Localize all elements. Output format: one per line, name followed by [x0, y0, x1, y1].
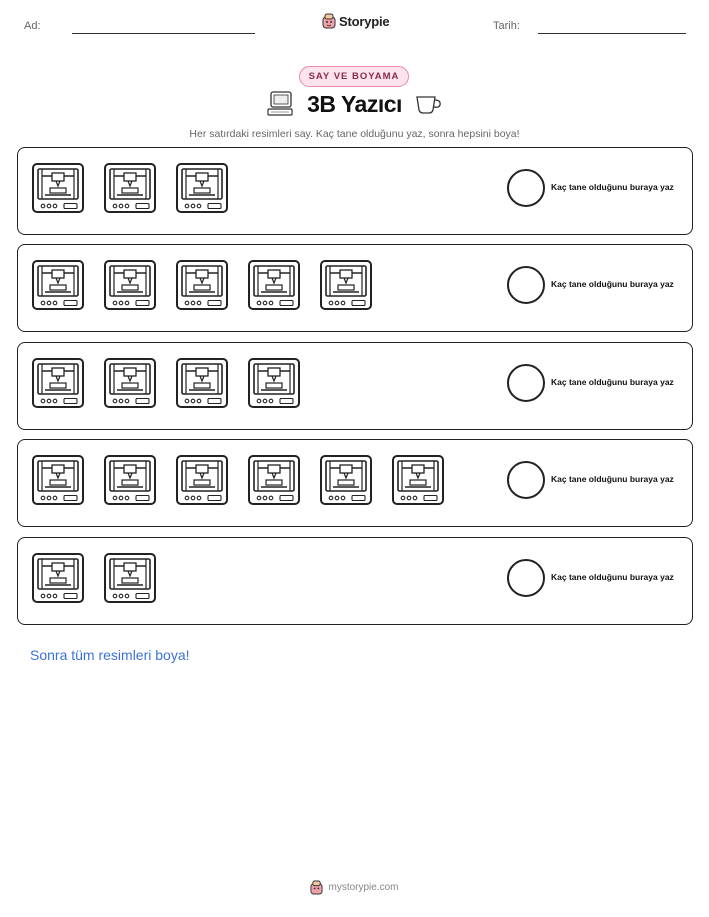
name-field[interactable] [72, 33, 255, 34]
3d-printer-icon[interactable] [174, 160, 230, 216]
3d-printer-icon[interactable] [30, 452, 86, 508]
cup-icon [414, 93, 444, 115]
3d-printer-icon[interactable] [102, 452, 158, 508]
picture-group [30, 355, 302, 411]
footer-note: Sonra tüm resimleri boya! [30, 647, 190, 663]
storypie-mascot-icon [310, 880, 323, 895]
3d-printer-icon[interactable] [390, 452, 446, 508]
answer-circle[interactable] [507, 559, 545, 597]
answer-circle[interactable] [507, 364, 545, 402]
answer-label: Kaç tane olduğunu buraya yaz [551, 572, 674, 582]
3d-printer-icon[interactable] [246, 355, 302, 411]
storypie-mascot-icon [322, 13, 336, 29]
name-label: Ad: [24, 20, 41, 32]
answer-label: Kaç tane olduğunu buraya yaz [551, 474, 674, 484]
computer-icon [265, 90, 295, 118]
count-row-5 [17, 537, 693, 625]
3d-printer-icon[interactable] [102, 355, 158, 411]
3d-printer-icon[interactable] [30, 550, 86, 606]
count-row-4 [17, 439, 693, 527]
3d-printer-icon[interactable] [30, 160, 86, 216]
picture-group [30, 452, 446, 508]
answer-circle[interactable] [507, 169, 545, 207]
count-row-3 [17, 342, 693, 430]
3d-printer-icon[interactable] [102, 550, 158, 606]
3d-printer-icon[interactable] [174, 257, 230, 313]
picture-group [30, 550, 158, 606]
brand-logo [322, 13, 389, 29]
answer-label: Kaç tane olduğunu buraya yaz [551, 377, 674, 387]
3d-printer-icon[interactable] [318, 452, 374, 508]
answer-circle[interactable] [507, 266, 545, 304]
3d-printer-icon[interactable] [318, 257, 374, 313]
count-row-1 [17, 147, 693, 235]
footer-site: mystorypie.com [328, 882, 399, 893]
activity-badge: SAY VE BOYAMA [299, 66, 409, 87]
date-label: Tarih: [493, 20, 520, 32]
instructions: Her satırdaki resimleri say. Kaç tane olduğunu yaz, sonra hepsini boya! [189, 128, 520, 140]
answer-label: Kaç tane olduğunu buraya yaz [551, 279, 674, 289]
3d-printer-icon[interactable] [174, 355, 230, 411]
3d-printer-icon[interactable] [246, 452, 302, 508]
date-field[interactable] [538, 33, 686, 34]
answer-label: Kaç tane olduğunu buraya yaz [551, 182, 674, 192]
3d-printer-icon[interactable] [102, 160, 158, 216]
3d-printer-icon[interactable] [102, 257, 158, 313]
picture-group [30, 257, 374, 313]
footer [0, 880, 709, 895]
3d-printer-icon[interactable] [30, 257, 86, 313]
picture-group [30, 160, 230, 216]
count-row-2 [17, 244, 693, 332]
3d-printer-icon[interactable] [174, 452, 230, 508]
answer-circle[interactable] [507, 461, 545, 499]
page-title: 3B Yazıcı [307, 90, 402, 117]
3d-printer-icon[interactable] [30, 355, 86, 411]
brand-name: Storypie [339, 13, 390, 29]
3d-printer-icon[interactable] [246, 257, 302, 313]
